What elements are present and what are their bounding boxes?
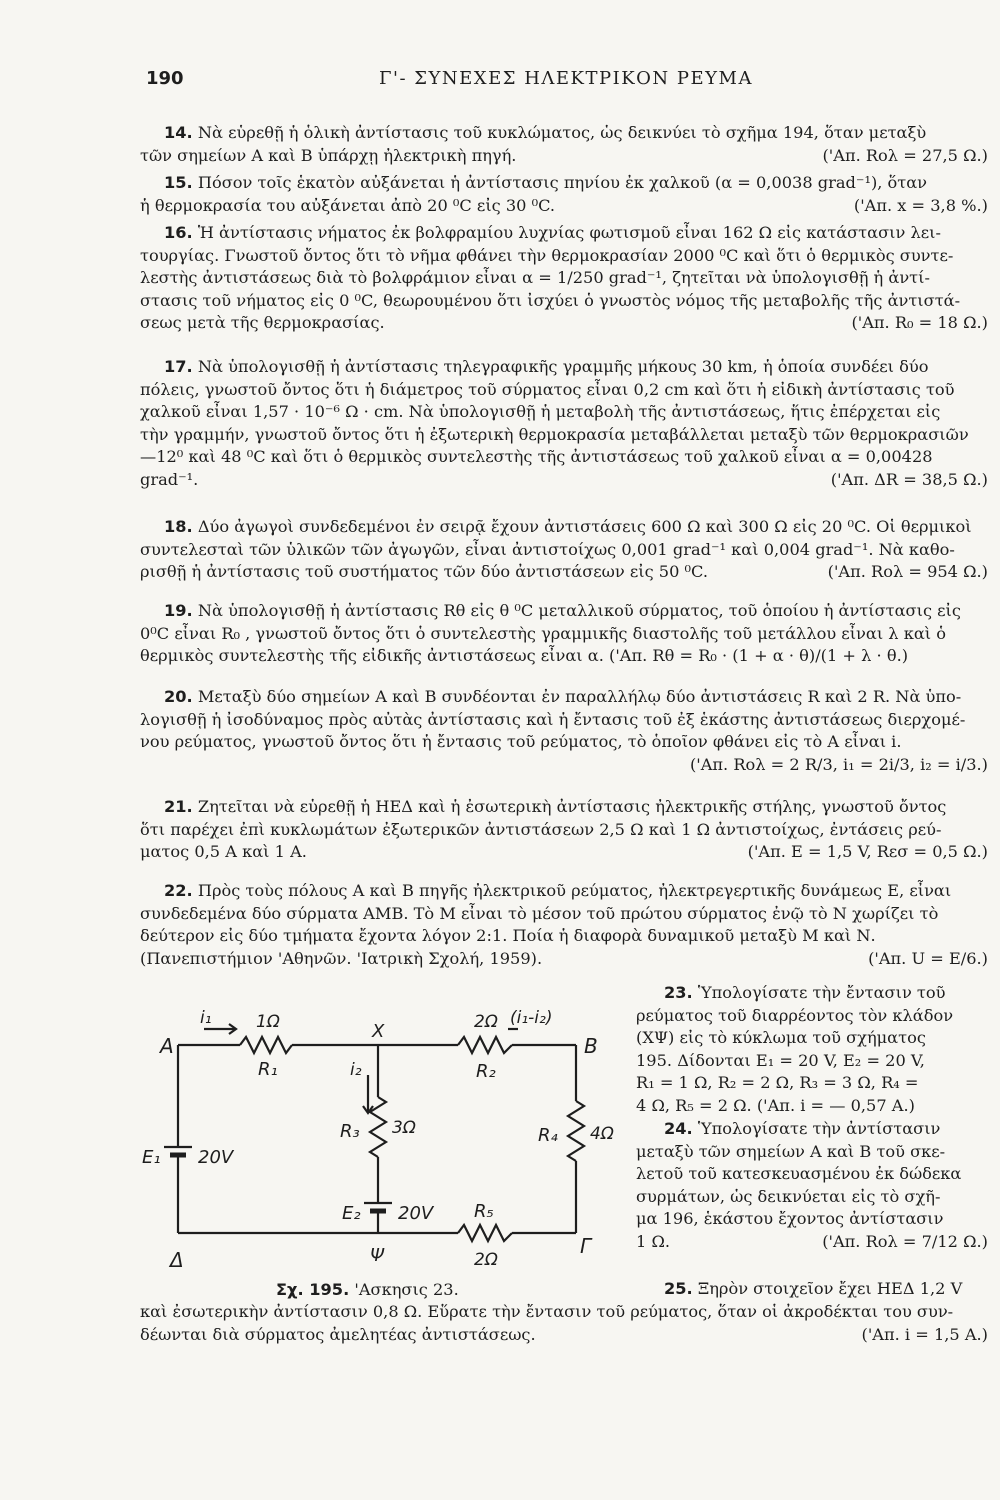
r4-value: 4Ω	[590, 1124, 614, 1144]
exercise-15: 15. Πόσον τοῖς ἑκατὸν αὐξάνεται ἡ ἀντίστασις πηνίου ἐκ χαλκοῦ (α = 0,0038 grad⁻¹), ὅταν ἡ θερμοκρασία του αὐξάνεται ἀπὸ 20 ⁰C εἰς 30 ⁰C. ('Απ. x = 3,8 %.)	[140, 172, 988, 217]
answer: ('Απ. Rολ = 2 R/3, i₁ = 2i/3, i₂ = i/3.)	[689, 754, 988, 774]
exercise-19: 19. Νὰ ὑπολογισθῇ ἡ ἀντίστασις Rθ εἰς θ ⁰C μεταλλικοῦ σύρματος, τοῦ ὁποίου ἡ ἀντίστασις εἰς 0⁰C εἶναι R₀ , γνωστοῦ ὄντος ὅτι ὁ συντελεστὴς γραμμικῆς διαστολῆς τοῦ μετάλλου εἶναι λ καὶ ὁ θερμικὸς συντελεστὴς τῆς εἰδικῆς ἀντιστάσεως εἶναι α. ('Απ. Rθ = R₀ · (1 + α · θ)/(1 + λ · θ.)	[140, 601, 961, 666]
r3-name: R₃	[340, 1121, 360, 1142]
r1-name: R₁	[258, 1059, 278, 1080]
answer: ('Απ. ΔR = 38,5 Ω.)	[830, 469, 988, 489]
r1-value: 1Ω	[256, 1012, 280, 1032]
circuit-diagram-fig-195	[140, 1005, 620, 1285]
exercise-number: 15.	[164, 173, 193, 192]
exercise-25: καὶ ἐσωτερικὴν ἀντίστασιν 0,8 Ω. Εὕρατε τὴν ἔντασιν τοῦ ρεύματος, ὅταν οἱ ἀκροδέκται του συν- δέωνται διὰ σύρματος ἀμελητέας ἀντιστάσεως. ('Απ. i = 1,5 Α.)	[140, 1301, 988, 1346]
r4-name: R₄	[538, 1125, 558, 1146]
answer: ('Απ. x = 3,8 %.)	[853, 195, 988, 215]
current-i2-label: i₂	[350, 1060, 362, 1080]
exercise-number: 17.	[164, 357, 193, 376]
exercise-number: 18.	[164, 517, 193, 536]
node-a-label: A	[160, 1034, 174, 1058]
r3-value: 3Ω	[392, 1118, 416, 1138]
exercise-23: 23. Ὑπολογίσατε τὴν ἔντασιν τοῦ ρεύματος τοῦ διαρρέοντος τὸν κλάδον (ΧΨ) εἰς τὸ κύκλωμα τοῦ σχήματος 195. Δίδονται E₁ = 20 V, E₂ = 20 V, R₁ = 1 Ω, R₂ = 2 Ω, R₃ = 3 Ω, R₄ = 4 Ω, R₅ = 2 Ω. ('Απ. i = — 0,57 Α.)	[636, 983, 954, 1115]
answer: ('Απ. Rολ = 27,5 Ω.)	[822, 145, 988, 165]
exercise-number: 22.	[164, 881, 193, 900]
exercise-20: 20. Μεταξὺ δύο σημείων Α καὶ Β συνδέονται ἐν παραλλήλῳ δύο ἀντιστάσεις R καὶ 2 R. Νὰ ὑπο- λογισθῇ ἡ ἰσοδύναμος πρὸς αὐτὰς ἀντίστασις καὶ ἡ ἔντασις τοῦ ἐξ ἑκάστης ἀντιστάσεως διερχομέ- νου ρεύματος, γνωστοῦ ὄντος ὅτι ἡ ἔντασις τοῦ ρεύματος, τὸ ὁποῖον φθάνει εἰς τὸ Α εἶναι i. ('Απ. Rολ = 2 R/3, i₁ = 2i/3, i₂ = i/3.)	[140, 686, 988, 776]
chapter-title: Γ'- ΣΥΝΕΧΕΣ ΗΛΕΚΤΡΙΚΟΝ ΡΕΥΜΑ	[379, 68, 753, 89]
resistor-r4	[568, 1101, 584, 1161]
page-number: 190	[146, 68, 184, 89]
figure-caption	[276, 1280, 459, 1299]
exercise-17: 17. Νὰ ὑπολογισθῇ ἡ ἀντίστασις τηλεγραφικῆς γραμμῆς μήκους 30 km, ἡ ὁποία συνδέει δύο πόλεις, γνωστοῦ ὄντος ὅτι ἡ διάμετρος τοῦ σύρματος εἶναι 0,2 cm καὶ ὅτι ἡ εἰδικὴ ἀντίστασις τοῦ χαλκοῦ εἶναι 1,57 · 10⁻⁶ Ω · cm. Νὰ ὑπολογισθῇ ἡ μεταβολὴ τῆς ἀντιστάσεως, ἥτις ἐπέρχεται εἰς τὴν γραμμήν, γνωστοῦ ὄντος ὅτι ἡ ἐξωτερικὴ θερμοκρασία μεταβάλλεται μεταξὺ τῶν θερμοκρασιῶν —12⁰ καὶ 48 ⁰C καὶ ὅτι ὁ θερμικὸς συντελεστὴς τῆς ἀντιστάσεως τοῦ χαλκοῦ εἶναι α = 0,00428 grad⁻¹. ('Απ. ΔR = 38,5 Ω.)	[140, 356, 988, 492]
node-x-label: X	[372, 1021, 385, 1042]
figure-caption-text: 'Ασκησις 23.	[354, 1280, 459, 1299]
exercise-18: 18. Δύο ἀγωγοὶ συνδεδεμένοι ἐν σειρᾷ ἔχουν ἀντιστάσεις 600 Ω καὶ 300 Ω εἰς 20 ⁰C. Οἱ θερμικοὶ συντελεσταὶ τῶν ὑλικῶν τῶν ἀγωγῶν, εἶναι ἀντιστοίχως 0,001 grad⁻¹ καὶ 0,004 grad⁻¹. Νὰ καθο- ρισθῇ ἡ ἀντίστασις τοῦ συστήματος τῶν δύο ἀντιστάσεων εἰς 50 ⁰C. ('Απ. Rολ = 954 Ω.)	[140, 516, 988, 584]
e1-value: 20V	[198, 1147, 234, 1168]
exercise-21: 21. Ζητεῖται νὰ εὑρεθῇ ἡ ΗΕΔ καὶ ἡ ἐσωτερικὴ ἀντίστασις ἠλεκτρικῆς στήλης, γνωστοῦ ὄντος ὅτι παρέχει ἐπὶ κυκλωμάτων ἐξωτερικῶν ἀντιστάσεων 2,5 Ω καὶ 1 Ω ἀντιστοίχως, ἐντάσεις ρεύ- ματος 0,5 Α καὶ 1 Α. ('Απ. E = 1,5 V, Rεσ = 0,5 Ω.)	[140, 796, 988, 864]
figure-number: Σχ. 195.	[276, 1280, 350, 1299]
exercise-14: 14. Νὰ εὑρεθῇ ἡ ὁλικὴ ἀντίστασις τοῦ κυκλώματος, ὡς δεικνύει τὸ σχῆμα 194, ὅταν μεταξὺ τῶν σημείων Α καὶ Β ὑπάρχῃ ἠλεκτρικὴ πηγή. ('Απ. Rολ = 27,5 Ω.)	[140, 122, 988, 167]
current-i1-i2-label: (i₁-i₂)	[510, 1008, 553, 1028]
exercise-number: 25.	[664, 1279, 693, 1298]
exercise-number: 24.	[664, 1119, 693, 1138]
current-i1-label: i₁	[200, 1008, 212, 1028]
exercise-16: 16. Ἡ ἀντίστασις νήματος ἐκ βολφραμίου λυχνίας φωτισμοῦ εἶναι 162 Ω εἰς κατάστασιν λει- τουργίας. Γνωστοῦ ὄντος ὅτι τὸ νῆμα φθάνει τὴν θερμοκρασίαν 2000 ⁰C καὶ ὅτι ὁ θερμικὸς συντε- λεστὴς ἀντιστάσεως διὰ τὸ βολφράμιον εἶναι α = 1/250 grad⁻¹, ζητεῖται νὰ ὑπολογισθῇ ἡ ἀντί- στασις τοῦ νήματος εἰς 0 ⁰C, θεωρουμένου ὅτι ἰσχύει ὁ γνωστὸς νόμος τῆς μεταβολῆς τῆς ἀντιστά- σεως μετὰ τῆς θερμοκρασίας. ('Απ. R₀ = 18 Ω.)	[140, 222, 988, 335]
exercise-number: 20.	[164, 687, 193, 706]
answer: ('Απ. Rολ = 7/12 Ω.)	[822, 1231, 988, 1251]
resistor-r5	[458, 1225, 512, 1241]
page-header	[146, 68, 986, 98]
e1-name: E₁	[142, 1147, 161, 1168]
exercise-number: 14.	[164, 123, 193, 142]
e2-name: E₂	[342, 1203, 361, 1224]
exercise-number: 23.	[664, 983, 693, 1002]
node-g-label: Γ	[580, 1234, 592, 1258]
node-b-label: B	[584, 1034, 598, 1058]
answer: ('Απ. Rολ = 954 Ω.)	[827, 562, 988, 582]
node-d-label: Δ	[170, 1248, 184, 1272]
r5-name: R₅	[474, 1201, 494, 1222]
answer: ('Απ. R₀ = 18 Ω.)	[851, 313, 988, 333]
r5-value: 2Ω	[474, 1250, 498, 1270]
resistor-r2	[458, 1037, 512, 1053]
exercise-22: 22. Πρὸς τοὺς πόλους Α καὶ Β πηγῆς ἠλεκτρικοῦ ρεύματος, ἠλεκτρεγερτικῆς δυνάμεως Ε, εἶναι συνδεδεμένα δύο σύρματα ΑΜΒ. Τὸ Μ εἶναι τὸ μέσον τοῦ πρώτου σύρματος ἐνῷ τὸ Ν χωρίζει τὸ δεύτερον εἰς δύο τμήματα ἔχοντα λόγον 2:1. Ποία ἡ διαφορὰ δυναμικοῦ μεταξὺ Μ καὶ Ν. (Πανεπιστήμιον 'Αθηνῶν. 'Ιατρικὴ Σχολή, 1959). ('Απ. U = E/6.)	[140, 880, 988, 970]
exercise-number: 16.	[164, 223, 193, 242]
e2-value: 20V	[398, 1203, 434, 1224]
node-psi-label: Ψ	[370, 1245, 385, 1266]
r2-value: 2Ω	[474, 1012, 498, 1032]
r2-name: R₂	[476, 1061, 496, 1082]
exercise-number: 21.	[164, 797, 193, 816]
exercise-number: 19.	[164, 601, 193, 620]
answer: ('Απ. i = 1,5 Α.)	[861, 1324, 988, 1344]
answer: ('Απ. U = E/6.)	[868, 948, 988, 968]
exercise-25-head: 25. Ξηρὸν στοιχεῖον ἔχει ΗΕΔ 1,2 V	[664, 1279, 963, 1298]
resistor-r1	[240, 1037, 292, 1053]
answer: ('Απ. E = 1,5 V, Rεσ = 0,5 Ω.)	[747, 842, 988, 862]
exercise-24: 24. Ὑπολογίσατε τὴν ἀντίστασιν μεταξὺ τῶν σημείων Α καὶ Β τοῦ σκε- λετοῦ τοῦ κατεσκευασμένου ἐκ δώδεκα συρμάτων, ὡς δεικνύεται εἰς τὸ σχῆ- μα 196, ἑκάστου ἔχοντος ἀντίστασιν 1 Ω. ('Απ. Rολ = 7/12 Ω.)	[636, 1118, 988, 1254]
